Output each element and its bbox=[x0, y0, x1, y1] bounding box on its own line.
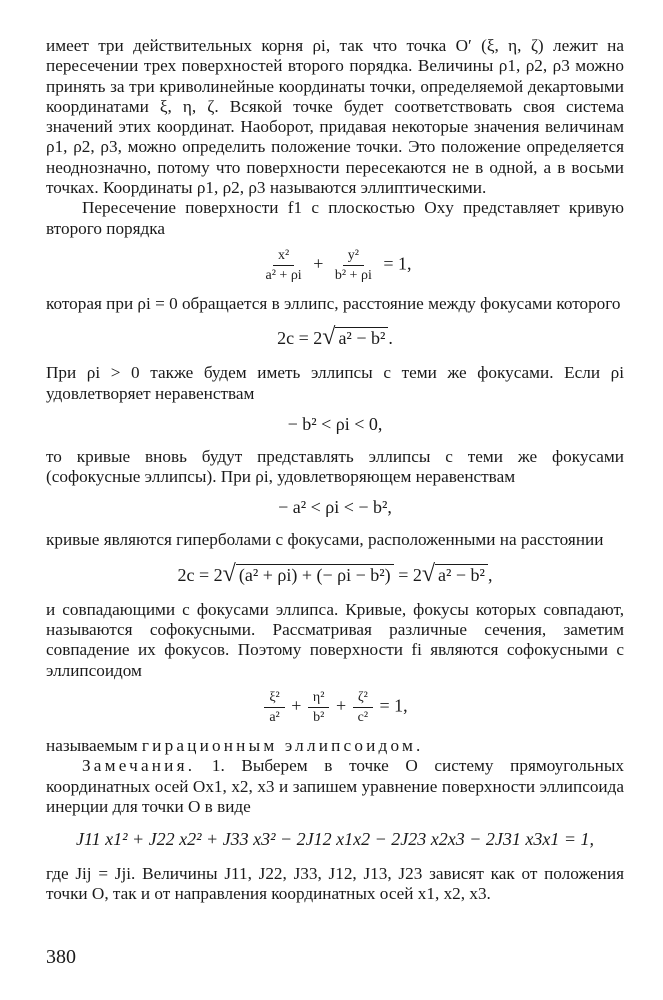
paragraph-7: и совпадающими с фокусами эллипса. Кривые, фокусы которых совпадают, называются софокусными. Рассматривая различные сечения, заметим совпадение их фокусов. Поэтому поверхности fi являются софокусными с эллипсоидом bbox=[46, 599, 624, 680]
formula-hyperbola: $\frac{\text{x²}}{\text{a² + ρi}}$ + $\frac{\text{y²}}{\text{b² + ρi}}$ = 1, bbox=[265, 247, 412, 283]
paragraph-9-body: 1. Выберем в точке O систему прямоугольных координатных осей Ox1, x2, x3 и запишем уравнение поверхности эллипсоида инерции для точки O в виде bbox=[46, 756, 624, 816]
paragraph-9 bbox=[46, 756, 624, 817]
page-body bbox=[46, 36, 624, 905]
formula-focal-distance: 2c = 2√ a² − b² . bbox=[277, 324, 393, 351]
paragraph-6: кривые являются гиперболами с фокусами, расположенными на расстоянии bbox=[46, 530, 604, 550]
paragraph-3: которая при ρi = 0 обращается в эллипс, расстояние между фокусами которого bbox=[46, 293, 621, 313]
page-number: 380 bbox=[46, 946, 76, 968]
paragraph-10: где Jij = Jji. Величины J11, J22, J33, J12, J13, J23 зависят как от положения точки O, так и от направления координатных осей x1, x2, x3. bbox=[46, 864, 624, 904]
term-gyration-ellipsoid: гирационным эллипсоидом. bbox=[141, 735, 424, 755]
formula-hyperbola-focal-distance: 2c = 2√ (a² + ρi) + (− ρi − b²) = 2√ a² − b² , bbox=[177, 560, 493, 587]
formula-inequality-2: − a² < ρi < − b², bbox=[278, 497, 392, 518]
paragraph-8-lead: называемым bbox=[46, 735, 138, 755]
paragraph-4: При ρi > 0 также будем иметь эллипсы с теми же фокусами. Если ρi удовлетворяет неравенствам bbox=[46, 363, 624, 403]
remarks-heading: Замечания. bbox=[82, 756, 196, 776]
formula-gyration-ellipsoid: $\frac{\text{ξ²}}{\text{a²}}$ + $\frac{\text{η²}}{\text{b²}}$ + $\frac{\text{ζ²}}{\text{c²}}$ = 1, bbox=[46, 689, 624, 726]
formula-inequality-1: − b² < ρi < 0, bbox=[287, 413, 383, 434]
paragraph-2: Пересечение поверхности f1 с плоскостью Oxy представляет кривую второго порядка bbox=[46, 198, 624, 238]
formula-inertia-ellipsoid: J11 x1² + J22 x2² + J33 x3² − 2J12 x1x2 − 2J23 x2x3 − 2J31 x3x1 = 1, bbox=[75, 829, 595, 850]
paragraph-1: имеет три действительных корня ρi, так что точка O′ (ξ, η, ζ) лежит на пересечении трех поверхностей второго порядка. Величины ρ1, ρ2, ρ3 можно принять за три криволинейные координаты точки, определяемой декартовыми координатами ξ, η, ζ. Всякой точке будет соответствовать своя система значений этих координат. Наоборот, придавая некоторые значения величинам ρ1, ρ2, ρ3, можно определить положение точки. Это положение определяется неоднозначно, потому что поверхности пересекаются не в одной, а в восьми точках. Координаты ρ1, ρ2, ρ3 называются эллиптическими. bbox=[46, 36, 624, 198]
paragraph-5: то кривые вновь будут представлять эллипсы с теми же фокусами (софокусные эллипсы). При ρi, удовлетворяющем неравенствам bbox=[46, 446, 624, 487]
paragraph-8 bbox=[46, 736, 624, 756]
